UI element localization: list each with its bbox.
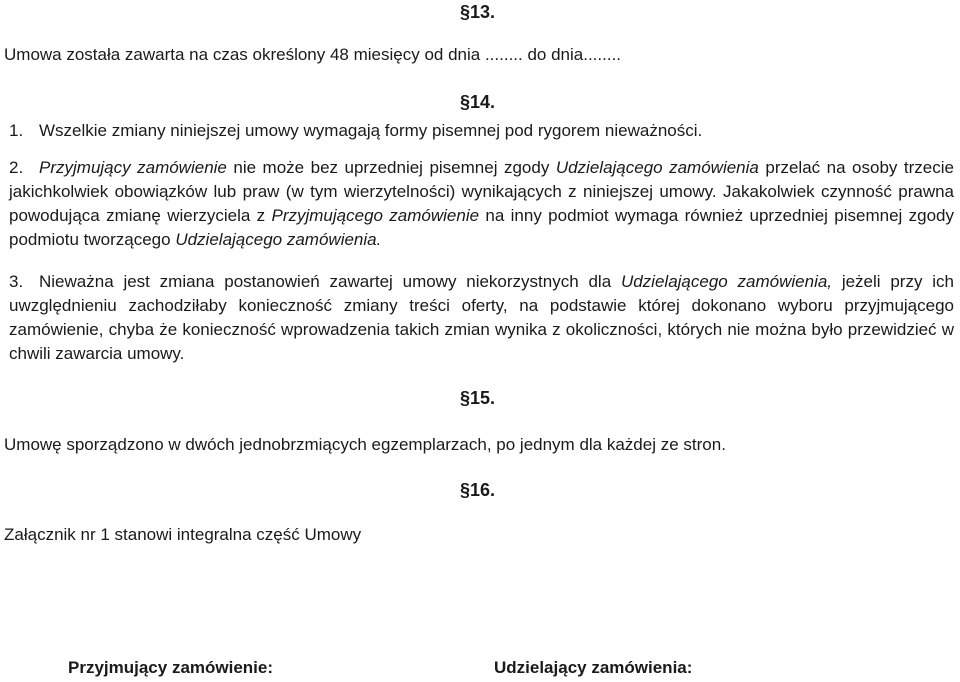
list-item-number: 3.: [9, 272, 24, 291]
list-item-text: przelać na osoby trzecie jakichkolwiek obowiązków lub praw (w tym wierzytelności) wynikających z niniejszej umowy. Jakakolwiek czynność prawna powodująca zmianę wierzyciela z: [9, 158, 954, 225]
party-name: Przyjmujący zamówienie: [39, 158, 227, 177]
list-item-number: 2.: [9, 158, 24, 177]
signature-left-label: Przyjmujący zamówienie:: [68, 658, 274, 677]
party-name: Przyjmującego zamówienie: [271, 206, 480, 225]
list-item-1: [9, 119, 954, 143]
list-item-text: nie może bez uprzedniej pisemnej zgody: [226, 158, 556, 177]
party-name: Udzielającego zamówienia: [555, 158, 759, 177]
party-name: Udzielającego zamówienia,: [620, 272, 833, 291]
list-item-text: na inny podmiot wymaga również uprzedniej pisemnej zgody podmiotu tworzącego: [9, 206, 954, 249]
list-item-text: jeżeli przy ich uwzględnieniu zachodziłaby konieczność zmiany treści oferty, na podstawie której dokonano wyboru przyjmującego zamówienie, chyba że konieczność wprowadzenia takich zmian wynika z okoliczności, których nie można było przewidzieć w chwili zawarcia umowy.: [9, 272, 954, 363]
party-name: Udzielającego zamówienia.: [175, 230, 382, 249]
paragraph-13: Umowa została zawarta na czas określony 48 miesięcy od dnia ........ do dnia........: [4, 45, 622, 64]
section-15-heading: §15.: [460, 388, 496, 408]
list-item-text: Nieważna jest zmiana postanowień zawartej umowy niekorzystnych dla: [39, 272, 621, 291]
section-14-heading: §14.: [460, 92, 496, 112]
section-13-heading: §13.: [460, 2, 496, 22]
list-item-text: Wszelkie zmiany niniejszej umowy wymagają formy pisemnej pod rygorem nieważności.: [39, 121, 703, 140]
paragraph-15: Umowę sporządzono w dwóch jednobrzmiących egzemplarzach, po jednym dla każdej ze stron.: [4, 435, 726, 454]
signature-right-label: Udzielający zamówienia:: [494, 658, 693, 677]
list-item-number: 1.: [9, 121, 24, 140]
paragraph-16: Załącznik nr 1 stanowi integralna część Umowy: [4, 525, 362, 544]
list-item-2: [9, 156, 954, 252]
list-item-3: [9, 270, 954, 366]
section-16-heading: §16.: [460, 480, 496, 500]
